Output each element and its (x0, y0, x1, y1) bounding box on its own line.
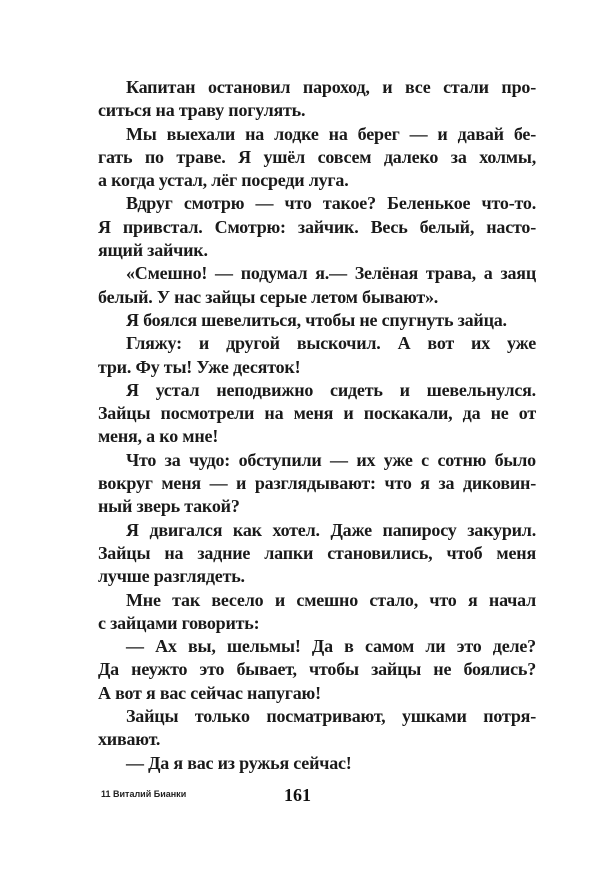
page-number: 161 (284, 784, 311, 805)
text-line: А вот я вас сейчас напугаю! (98, 682, 321, 703)
text-line: — Да я вас из ружья сейчас! (126, 752, 352, 773)
text-line: Что за чудо: обступили — их уже с сотню было (126, 449, 536, 470)
text-line: Зайцы только посматривают, ушками потря- (126, 706, 536, 727)
text-line: лучше разглядеть. (98, 566, 245, 587)
text-line: три. Фу ты! Уже десяток! (98, 356, 301, 377)
paragraph (98, 309, 536, 332)
text-line: Мы выехали на лодке на берег — и давай бе- (126, 123, 536, 144)
paragraph (98, 332, 536, 379)
paragraph (98, 635, 536, 705)
paragraph (98, 192, 536, 262)
printer-signature: 11 Виталий Бианки (101, 788, 187, 799)
text-line: Зайцы посмотрели на меня и поскакали, да не от (98, 403, 536, 424)
paragraph (98, 262, 536, 309)
paragraph (98, 379, 536, 449)
text-line: а когда устал, лёг посреди луга. (98, 170, 349, 191)
page-body-text (98, 76, 536, 775)
text-line: гать по траве. Я ушёл совсем далеко за холмы, (98, 146, 536, 167)
paragraph (98, 752, 536, 775)
paragraph (98, 76, 536, 123)
text-line: Я устал неподвижно сидеть и шевельнулся. (126, 379, 536, 400)
text-line: белый. У нас зайцы серые летом бывают». (98, 286, 439, 307)
text-line: Гляжу: и другой выскочил. А вот их уже (126, 333, 536, 354)
text-line: Мне так весело и смешно стало, что я начал (126, 589, 536, 610)
text-line: — Ах вы, шельмы! Да в самом ли это деле? (126, 636, 536, 657)
text-line: с зайцами говорить: (98, 612, 260, 633)
text-line: ный зверь такой? (98, 496, 240, 517)
page-footer (98, 785, 536, 809)
paragraph (98, 123, 536, 193)
text-line: «Смешно! — подумал я.— Зелёная трава, а заяц (126, 263, 536, 284)
paragraph (98, 705, 536, 752)
text-line: Капитан остановил пароход, и все стали про- (126, 77, 536, 97)
paragraph (98, 449, 536, 519)
text-line: Вдруг смотрю — что такое? Беленькое что-то. (126, 193, 536, 214)
text-line: хивают. (98, 729, 161, 750)
text-line: Я двигался как хотел. Даже папиросу закурил. (126, 519, 536, 540)
text-line: вокруг меня — и разглядывают: что я за диковин- (98, 473, 536, 494)
text-line: меня, а ко мне! (98, 426, 219, 447)
text-line: Да неужто это бывает, чтобы зайцы не боялись? (98, 659, 536, 680)
text-line: ситься на траву погулять. (98, 100, 306, 121)
paragraph (98, 589, 536, 636)
text-line: Я боялся шевелиться, чтобы не спугнуть зайца. (126, 309, 507, 330)
text-line: Я привстал. Смотрю: зайчик. Весь белый, насто- (98, 216, 536, 237)
text-line: ящий зайчик. (98, 240, 208, 261)
text-line: Зайцы на задние лапки становились, чтоб меня (98, 542, 536, 563)
page (98, 76, 536, 809)
paragraph (98, 519, 536, 589)
